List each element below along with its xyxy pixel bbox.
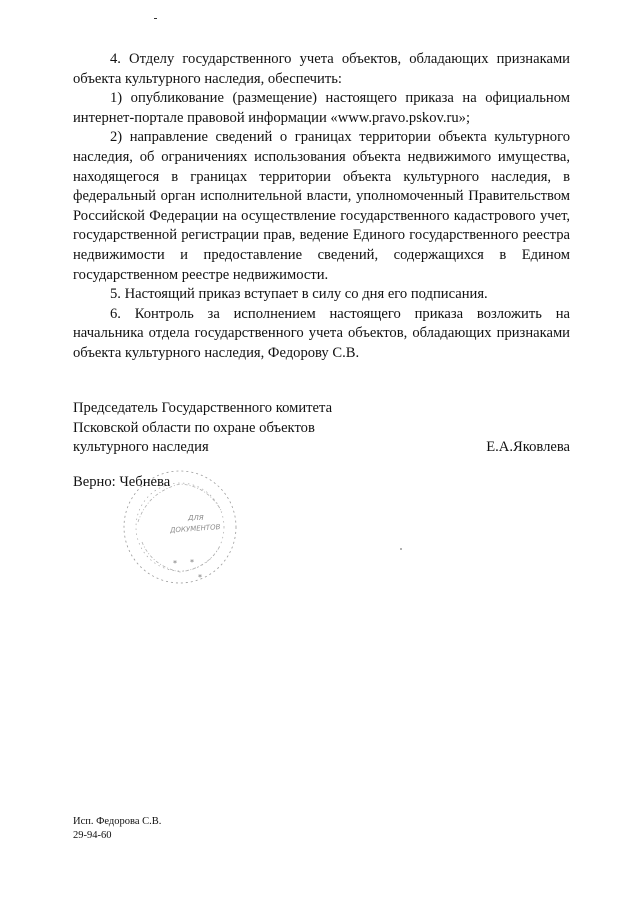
signature-block [73,399,570,458]
paragraph-5: 5. Настоящий приказ вступает в силу со дня его подписания. [110,286,488,303]
executor-phone: 29-94-60 [73,830,112,841]
stamp-inner-text-2: ДОКУМЕНТОВ [169,523,221,535]
paragraph-4-2: 2) направление сведений о границах территории объекта культурного наследия, об ограничениях использования объекта недвижимого имущества, находящегося в границах территории объекта культурного наследия, в федеральный орган исполнительной власти, уполномоченный Правительством Российской Федерации на осуществление государственного кадастрового учет, государственной регистрации прав, ведение Единого государственного реестра недвижимости и предоставление сведений, содержащихся в Едином государственном реестре недвижимости. [73,129,570,283]
paragraph-6: 6. Контроль за исполнением настоящего приказа возложить на начальника отдела государственного учета объектов, обладающих признаками объекта культурного наследия, Федорову С.В. [73,305,570,361]
signer-title-line-1: Председатель Государственного комитета [73,400,333,416]
signer-title-line-3: культурного наследия [73,439,209,456]
executor-name: Исп. Федорова С.В. [73,816,162,827]
certification-text: Верно: Чебнева [73,474,171,490]
document-body [73,50,570,364]
paragraph-4: 4. Отделу государственного учета объектов, обладающих признаками объекта культурного наследия, обеспечить: [73,51,570,87]
stamp-inner-text-1: ДЛЯ [188,514,204,522]
scan-dot [400,548,402,550]
signer-name: Е.А.Яковлева [486,439,570,456]
stamp-star-icon: * [198,573,202,582]
paragraph-4-1: 1) опубликование (размещение) настоящего приказа на официальном интернет-портале правовой информации «www.pravo.pskov.ru»; [73,90,570,126]
signer-title-row [73,438,570,458]
scan-mark [154,18,157,19]
stamp-arc-text-bottom [142,542,220,572]
stamp-star-icon: * [190,558,194,567]
signer-title-line-2: Псковской области по охране объектов [73,419,315,436]
executor-footer [73,815,161,843]
stamp-star-icon: * [173,559,177,568]
